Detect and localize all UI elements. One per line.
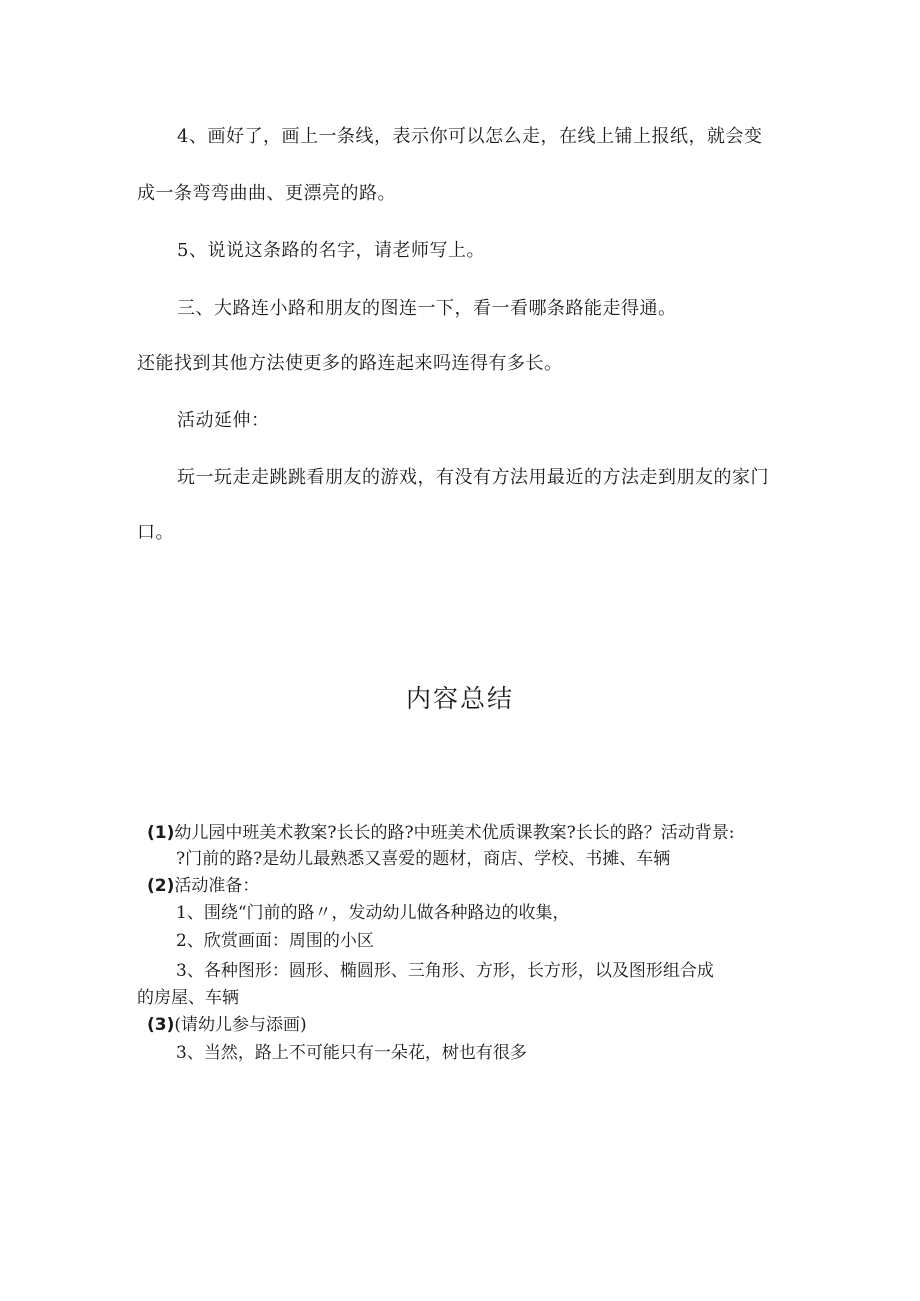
paragraph-step-5: 5、说说这条路的名字，请老师写上。	[177, 240, 485, 261]
summary-item-3	[147, 1014, 307, 1036]
paragraph-section-3: 三、大路连小路和朋友的图连一下，看一看哪条路能走得通。	[177, 298, 677, 319]
summary-item-3-text: (请幼儿参与添画)	[174, 1015, 307, 1035]
summary-item-2-sub-3-line-1: 3、各种图形：圆形、椭圆形、三角形、方形，长方形，以及图形组合成	[176, 961, 714, 981]
summary-item-2-number: (2)	[147, 876, 175, 896]
summary-item-2-sub-1: 1、围绕“门前的路〃，发动幼儿做各种路边的收集，	[176, 903, 570, 923]
summary-item-1-line-1	[147, 822, 734, 844]
summary-item-2-sub-2: 2、欣赏画面：周围的小区	[176, 931, 374, 951]
summary-item-1-text: 幼儿园中班美术教案?长长的路?中班美术优质课教案?长长的路？活动背景:	[174, 823, 735, 843]
paragraph-extension-question: 还能找到其他方法使更多的路连起来吗连得有多长。	[137, 353, 563, 374]
summary-item-2	[147, 875, 259, 897]
summary-item-2-sub-3-line-2: 的房屋、车辆	[137, 988, 239, 1008]
activity-extension-label: 活动延伸：	[177, 410, 270, 431]
summary-item-3-number: (3)	[147, 1015, 175, 1035]
summary-item-1-line-2: ?门前的路?是幼儿最熟悉又喜爱的题材，商店、学校、书摊、车辆	[176, 849, 671, 869]
paragraph-game-line-2: 口。	[137, 522, 174, 543]
summary-title: 内容总结	[405, 684, 514, 713]
summary-item-1-number: (1)	[147, 823, 175, 843]
paragraph-step-4-line-1: 4、画好了，画上一条线，表示你可以怎么走，在线上铺上报纸，就会变	[177, 126, 763, 147]
summary-item-2-text: 活动准备：	[174, 876, 260, 896]
paragraph-step-4-line-2: 成一条弯弯曲曲、更漂亮的路。	[137, 183, 396, 204]
paragraph-game-line-1: 玩一玩走走跳跳看朋友的游戏，有没有方法用最近的方法走到朋友的家门	[177, 467, 769, 488]
summary-item-3-sub-1: 3、当然，路上不可能只有一朵花，树也有很多	[176, 1043, 527, 1063]
